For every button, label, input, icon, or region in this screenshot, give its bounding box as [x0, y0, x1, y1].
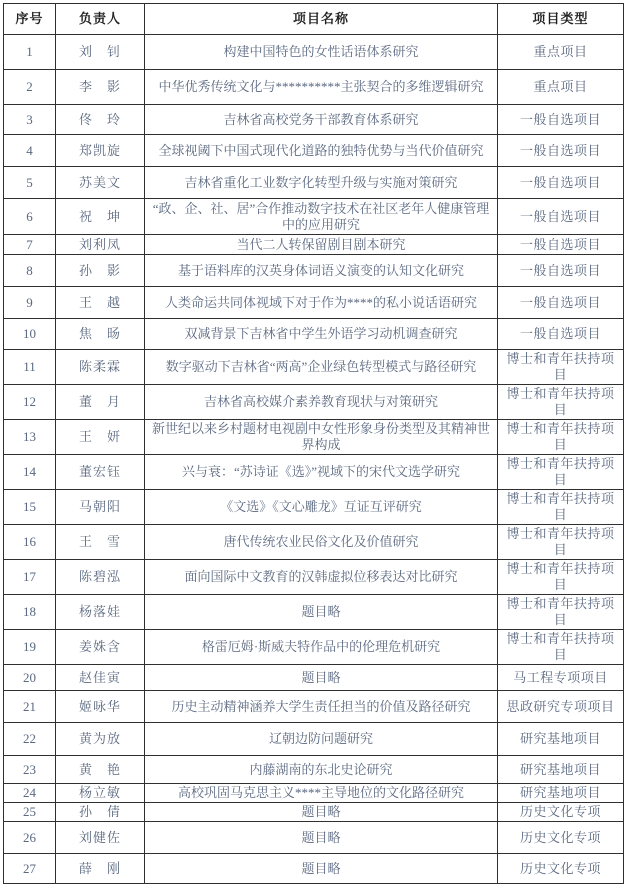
- cell-title: 人类命运共同体视域下对于作为****的私小说话语研究: [145, 287, 498, 319]
- cell-no: 26: [4, 822, 56, 854]
- cell-type: 一般自选项目: [498, 135, 624, 167]
- cell-title: 全球视阈下中国式现代化道路的独特优势与当代价值研究: [145, 135, 498, 167]
- cell-type: 思政研究专项项目: [498, 691, 624, 723]
- table-row: [4, 287, 624, 319]
- cell-name: 董宏钰: [56, 455, 145, 490]
- cell-type: 博士和青年扶持项目: [498, 420, 624, 455]
- cell-type: 研究基地项目: [498, 756, 624, 784]
- table-row: [4, 235, 624, 255]
- cell-name: 焦 旸: [56, 319, 145, 350]
- cell-type: 重点项目: [498, 35, 624, 70]
- cell-name: 刘利凤: [56, 235, 145, 255]
- header-row: [4, 4, 624, 35]
- cell-title: 历史主动精神涵养大学生责任担当的价值及路径研究: [145, 691, 498, 723]
- cell-no: 3: [4, 105, 56, 135]
- cell-no: 14: [4, 455, 56, 490]
- table-row: [4, 691, 624, 723]
- cell-no: 22: [4, 723, 56, 756]
- cell-no: 11: [4, 350, 56, 385]
- cell-type: 一般自选项目: [498, 287, 624, 319]
- cell-title: 高校巩固马克思主义****主导地位的文化路径研究: [145, 784, 498, 803]
- cell-no: 1: [4, 35, 56, 70]
- cell-no: 9: [4, 287, 56, 319]
- cell-name: 苏美文: [56, 167, 145, 199]
- cell-type: 一般自选项目: [498, 235, 624, 255]
- cell-title: 兴与衰：“苏诗证《选》”视域下的宋代文选学研究: [145, 455, 498, 490]
- table-row: [4, 35, 624, 70]
- cell-type: 博士和青年扶持项目: [498, 350, 624, 385]
- cell-name: 孙 影: [56, 255, 145, 287]
- cell-type: 马工程专项项目: [498, 665, 624, 691]
- cell-name: 王 越: [56, 287, 145, 319]
- cell-name: 董 月: [56, 385, 145, 420]
- cell-name: 王 妍: [56, 420, 145, 455]
- cell-name: 杨立敏: [56, 784, 145, 803]
- cell-type: 研究基地项目: [498, 784, 624, 803]
- table-row: [4, 70, 624, 105]
- table-row: [4, 255, 624, 287]
- cell-type: 博士和青年扶持项目: [498, 595, 624, 630]
- table-row: [4, 319, 624, 350]
- cell-title: 面向国际中文教育的汉韩虚拟位移表达对比研究: [145, 560, 498, 595]
- cell-type: 历史文化专项: [498, 822, 624, 854]
- cell-no: 17: [4, 560, 56, 595]
- cell-title: 新世纪以来乡村题材电视剧中女性形象身份类型及其精神世界构成: [145, 420, 498, 455]
- cell-no: 12: [4, 385, 56, 420]
- cell-name: 祝 坤: [56, 199, 145, 235]
- cell-no: 27: [4, 854, 56, 884]
- cell-name: 陈柔霖: [56, 350, 145, 385]
- cell-no: 2: [4, 70, 56, 105]
- cell-type: 一般自选项目: [498, 199, 624, 235]
- table-row: [4, 854, 624, 884]
- cell-type: 博士和青年扶持项目: [498, 560, 624, 595]
- cell-title: “政、企、社、居”合作推动数字技术在社区老年人健康管理中的应用研究: [145, 199, 498, 235]
- cell-no: 21: [4, 691, 56, 723]
- cell-no: 23: [4, 756, 56, 784]
- cell-name: 王 雪: [56, 525, 145, 560]
- cell-no: 13: [4, 420, 56, 455]
- cell-title: 数字驱动下吉林省“两高”企业绿色转型模式与路径研究: [145, 350, 498, 385]
- cell-type: 历史文化专项: [498, 854, 624, 884]
- header-name: 负责人: [56, 4, 145, 35]
- cell-title: 题目略: [145, 595, 498, 630]
- cell-name: 马朝阳: [56, 490, 145, 525]
- cell-no: 10: [4, 319, 56, 350]
- table-row: [4, 784, 624, 803]
- table-row: [4, 455, 624, 490]
- cell-type: 博士和青年扶持项目: [498, 525, 624, 560]
- cell-name: 刘 钊: [56, 35, 145, 70]
- cell-no: 25: [4, 803, 56, 822]
- cell-name: 黄为放: [56, 723, 145, 756]
- table-row: [4, 756, 624, 784]
- cell-title: 格雷厄姆·斯威夫特作品中的伦理危机研究: [145, 630, 498, 665]
- cell-no: 15: [4, 490, 56, 525]
- table-row: [4, 385, 624, 420]
- header-title: 项目名称: [145, 4, 498, 35]
- table-row: [4, 665, 624, 691]
- cell-title: 内藤湖南的东北史论研究: [145, 756, 498, 784]
- cell-name: 赵佳寅: [56, 665, 145, 691]
- cell-title: 《文选》《文心雕龙》互证互评研究: [145, 490, 498, 525]
- cell-name: 孙 倩: [56, 803, 145, 822]
- cell-title: 题目略: [145, 854, 498, 884]
- cell-name: 刘健佐: [56, 822, 145, 854]
- table-row: [4, 803, 624, 822]
- cell-title: 中华优秀传统文化与**********主张契合的多维逻辑研究: [145, 70, 498, 105]
- cell-no: 24: [4, 784, 56, 803]
- table-row: [4, 490, 624, 525]
- cell-type: 历史文化专项: [498, 803, 624, 822]
- table-row: [4, 350, 624, 385]
- cell-name: 陈碧泓: [56, 560, 145, 595]
- cell-type: 博士和青年扶持项目: [498, 490, 624, 525]
- table-row: [4, 135, 624, 167]
- table-body: [4, 35, 624, 884]
- cell-no: 8: [4, 255, 56, 287]
- cell-no: 18: [4, 595, 56, 630]
- cell-title: 当代二人转保留剧目剧本研究: [145, 235, 498, 255]
- cell-type: 一般自选项目: [498, 255, 624, 287]
- table-row: [4, 199, 624, 235]
- cell-title: 题目略: [145, 665, 498, 691]
- cell-no: 7: [4, 235, 56, 255]
- cell-name: 姬咏华: [56, 691, 145, 723]
- cell-title: 吉林省高校党务干部教育体系研究: [145, 105, 498, 135]
- cell-title: 基于语料库的汉英身体词语义演变的认知文化研究: [145, 255, 498, 287]
- cell-name: 姜姝含: [56, 630, 145, 665]
- cell-no: 4: [4, 135, 56, 167]
- table-row: [4, 105, 624, 135]
- table-row: [4, 525, 624, 560]
- cell-title: 辽朝边防问题研究: [145, 723, 498, 756]
- cell-title: 唐代传统农业民俗文化及价值研究: [145, 525, 498, 560]
- cell-type: 博士和青年扶持项目: [498, 630, 624, 665]
- table-row: [4, 420, 624, 455]
- cell-title: 构建中国特色的女性话语体系研究: [145, 35, 498, 70]
- table-row: [4, 630, 624, 665]
- cell-title: 双减背景下吉林省中学生外语学习动机调查研究: [145, 319, 498, 350]
- cell-type: 博士和青年扶持项目: [498, 385, 624, 420]
- cell-type: 一般自选项目: [498, 105, 624, 135]
- table-row: [4, 560, 624, 595]
- table-row: [4, 723, 624, 756]
- cell-name: 佟 玲: [56, 105, 145, 135]
- cell-no: 19: [4, 630, 56, 665]
- header-no: 序号: [4, 4, 56, 35]
- cell-title: 题目略: [145, 803, 498, 822]
- table-row: [4, 167, 624, 199]
- cell-name: 郑凯旋: [56, 135, 145, 167]
- header-type: 项目类型: [498, 4, 624, 35]
- cell-name: 薛 刚: [56, 854, 145, 884]
- table-row: [4, 595, 624, 630]
- projects-table: [3, 3, 624, 884]
- cell-title: 吉林省重化工业数字化转型升级与实施对策研究: [145, 167, 498, 199]
- cell-name: 李 影: [56, 70, 145, 105]
- cell-no: 6: [4, 199, 56, 235]
- cell-type: 博士和青年扶持项目: [498, 455, 624, 490]
- table-header: [4, 4, 624, 35]
- cell-type: 一般自选项目: [498, 167, 624, 199]
- cell-type: 一般自选项目: [498, 319, 624, 350]
- cell-type: 研究基地项目: [498, 723, 624, 756]
- cell-title: 吉林省高校媒介素养教育现状与对策研究: [145, 385, 498, 420]
- cell-name: 黄 艳: [56, 756, 145, 784]
- cell-name: 杨落娃: [56, 595, 145, 630]
- cell-no: 16: [4, 525, 56, 560]
- cell-no: 5: [4, 167, 56, 199]
- cell-title: 题目略: [145, 822, 498, 854]
- cell-type: 重点项目: [498, 70, 624, 105]
- cell-no: 20: [4, 665, 56, 691]
